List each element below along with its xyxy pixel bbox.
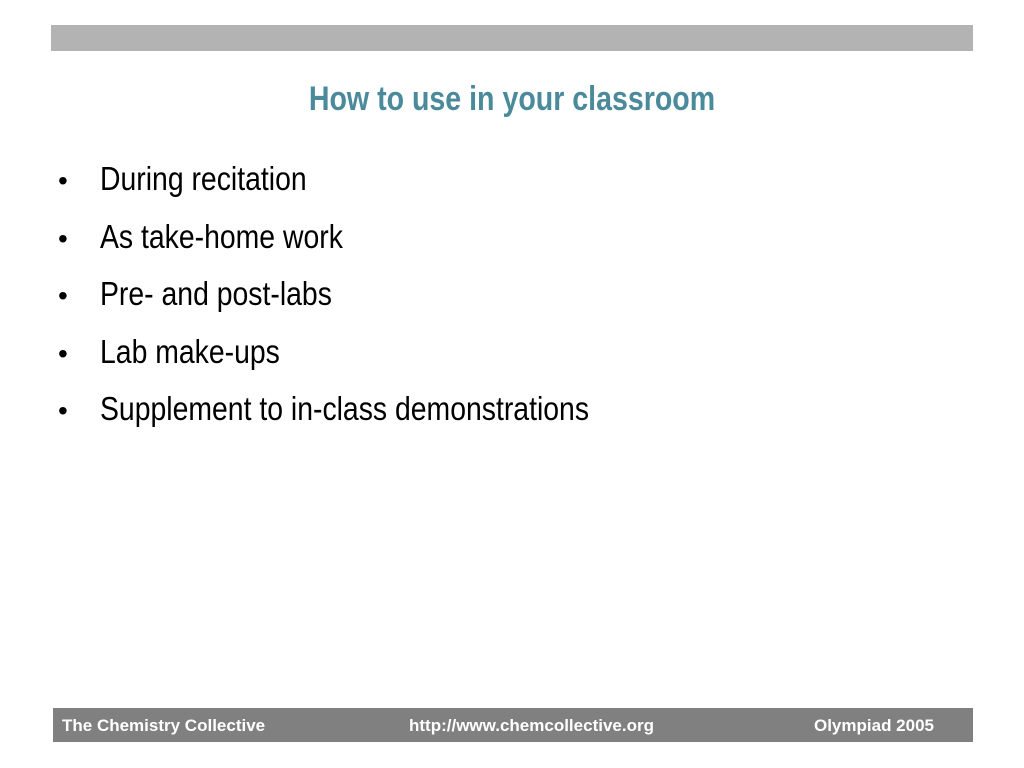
slide-title: How to use in your classroom — [308, 80, 716, 118]
bullet-item — [58, 275, 669, 333]
bullet-item — [58, 333, 669, 391]
header-bar — [51, 25, 973, 51]
bullet-list — [58, 160, 669, 448]
footer-url: http://www.chemcollective.org — [409, 716, 654, 735]
footer-org-name: The Chemistry Collective — [62, 716, 266, 735]
bullet-icon: • — [58, 165, 68, 196]
bullet-text: During recitation — [100, 160, 307, 197]
bullet-text: Pre- and post-labs — [100, 275, 332, 312]
bullet-item — [58, 390, 669, 448]
bullet-item — [58, 218, 669, 276]
bullet-item — [58, 160, 669, 218]
bullet-text: Supplement to in-class demonstrations — [100, 390, 590, 427]
bullet-text: As take-home work — [100, 217, 343, 255]
bullet-icon: • — [58, 395, 68, 426]
footer-bar — [53, 708, 973, 742]
bullet-icon: • — [58, 337, 68, 369]
bullet-icon: • — [58, 280, 68, 311]
bullet-icon: • — [58, 222, 68, 254]
footer-event: Olympiad 2005 — [813, 716, 934, 735]
bullet-text: Lab make-ups — [100, 332, 280, 370]
